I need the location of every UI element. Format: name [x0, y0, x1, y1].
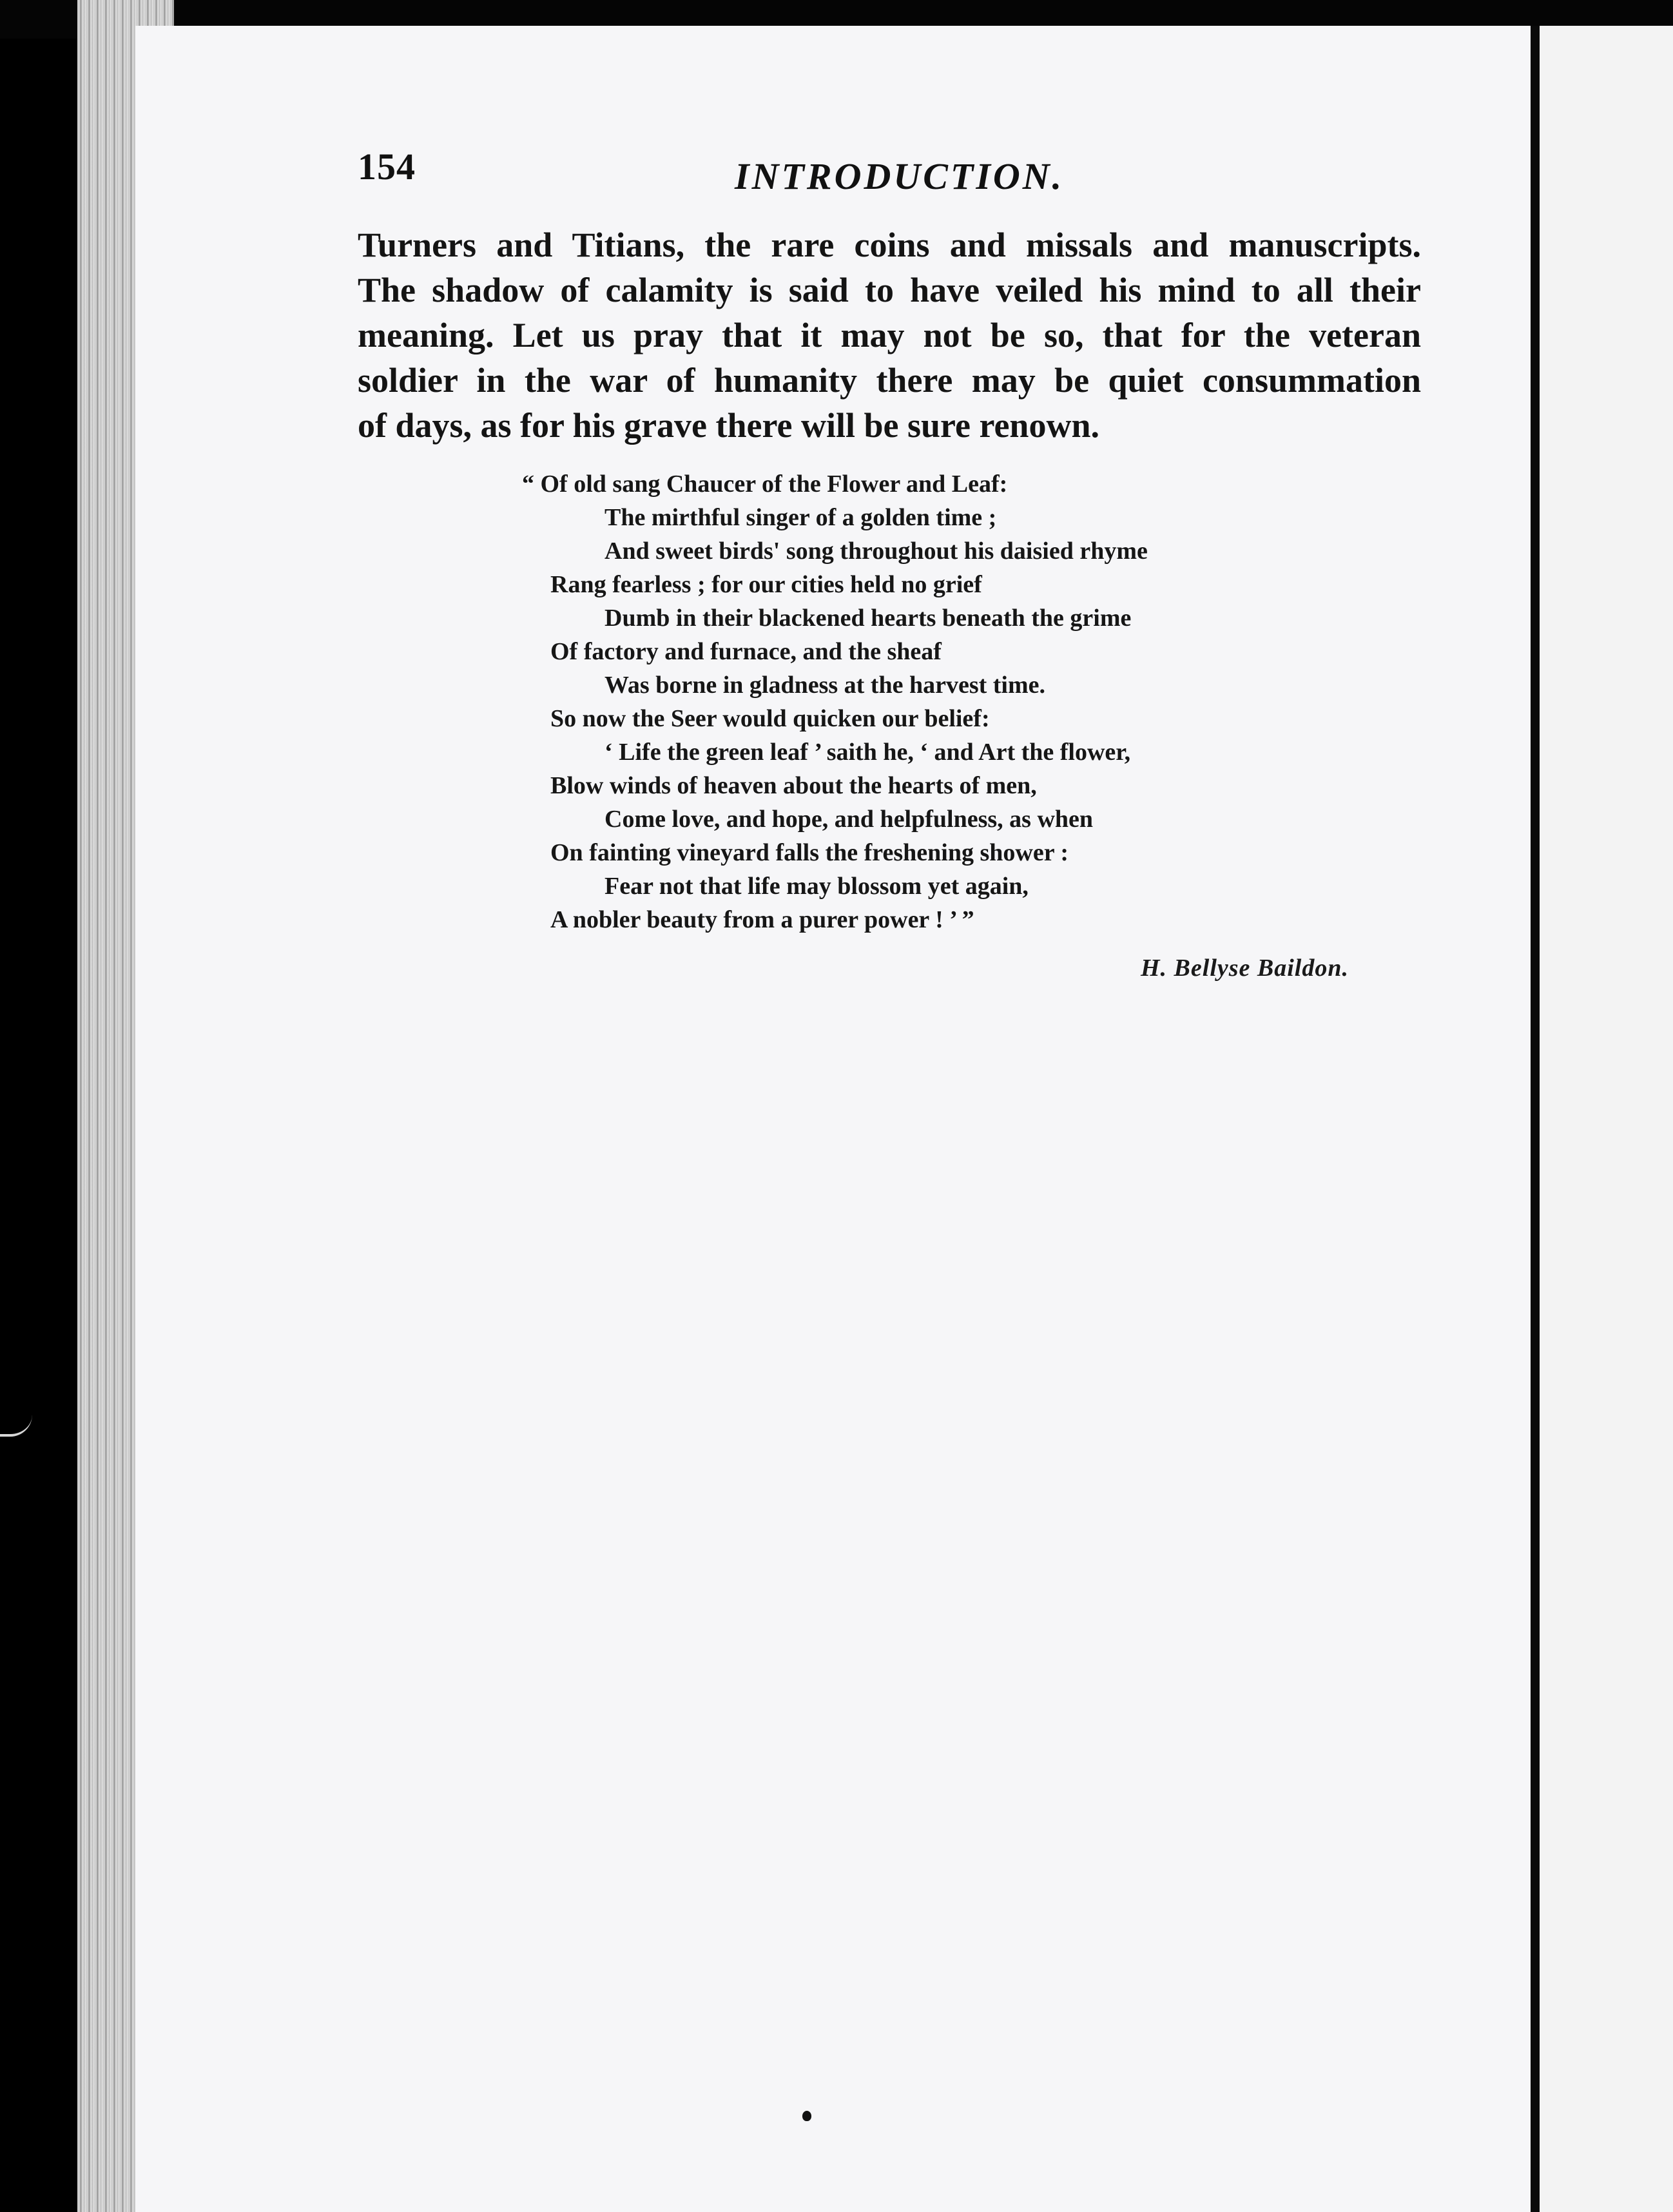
attribution: H. Bellyse Baildon. — [1141, 955, 1349, 982]
page-gutter — [1531, 26, 1540, 2212]
body-line: soldier in the war of humanity there may be quiet consummation — [358, 361, 1421, 400]
poem-line: Fear not that life may blossom yet again, — [604, 873, 1029, 900]
poem-line: ‘ Life the green leaf ’ saith he, ‘ and Art the flower, — [604, 739, 1131, 766]
poem-line: So now the Seer would quicken our belief: — [550, 705, 990, 732]
poem-line: “ Of old sang Chaucer of the Flower and Leaf: — [522, 471, 1008, 498]
body-line: The shadow of calamity is said to have veiled his mind to all their — [358, 271, 1421, 309]
body-line: Turners and Titians, the rare coins and missals and manuscripts. — [358, 226, 1421, 264]
poem-line: A nobler beauty from a purer power ! ’ ” — [550, 906, 974, 933]
signature-mark — [802, 2111, 811, 2121]
page-number: 154 — [358, 146, 416, 188]
poem-line: Blow winds of heaven about the hearts of men, — [550, 772, 1037, 799]
sonnet — [522, 467, 1148, 936]
facing-page — [1540, 26, 1673, 2212]
poem-line: Dumb in their blackened hearts beneath the grime — [604, 605, 1132, 632]
body-line: meaning. Let us pray that it may not be so, that for the veteran — [358, 316, 1421, 354]
poem-line: And sweet birds' song throughout his daisied rhyme — [604, 538, 1148, 565]
running-head: INTRODUCTION. — [735, 155, 1065, 197]
scan-left-border — [0, 0, 81, 2212]
poem-line: Come love, and hope, and helpfulness, as when — [604, 806, 1094, 833]
poem-line: Of factory and furnace, and the sheaf — [550, 638, 942, 665]
poem-line: On fainting vineyard falls the freshening shower : — [550, 839, 1069, 866]
poem-line: Was borne in gladness at the harvest time. — [604, 672, 1045, 699]
body-paragraph — [358, 222, 1421, 448]
poem-line: Rang fearless ; for our cities held no grief — [550, 571, 982, 598]
poem-line: The mirthful singer of a golden time ; — [604, 504, 997, 531]
body-line: of days, as for his grave there will be sure renown. — [358, 406, 1099, 445]
